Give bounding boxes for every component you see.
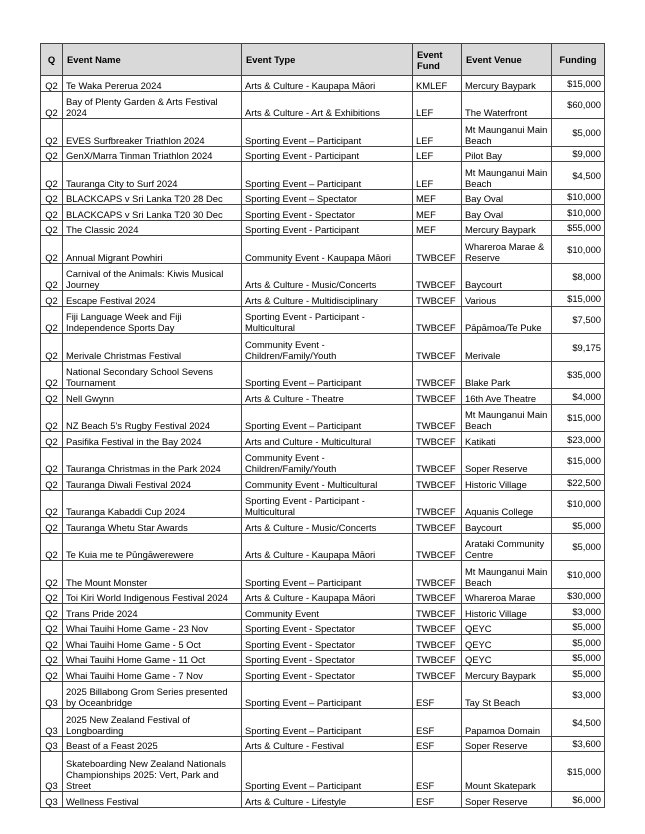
cell-event-type: Sporting Event – Participant (242, 681, 413, 709)
cell-event-type: Sporting Event - Spectator (242, 619, 413, 635)
cell-event-fund: MEF (413, 220, 462, 236)
cell-funding: $15,000 (552, 291, 605, 307)
cell-event-name: Nell Gwynn (63, 389, 242, 405)
cell-event-fund: TWBCEF (413, 588, 462, 604)
cell-event-type: Sporting Event – Spectator (242, 189, 413, 205)
cell-event-type: Community Event - Children/Family/Youth (242, 334, 413, 362)
cell-funding: $8,000 (552, 263, 605, 291)
table-row (41, 666, 605, 682)
cell-event-venue: Mount Skatepark (462, 752, 552, 792)
cell-event-name: 2025 Billabong Grom Series presented by Oceanbridge (63, 681, 242, 709)
table-row (41, 119, 605, 147)
header-event-name: Event Name (63, 44, 242, 76)
cell-quarter: Q2 (41, 220, 63, 236)
cell-event-fund: TWBCEF (413, 650, 462, 666)
cell-funding: $4,500 (552, 162, 605, 190)
cell-quarter: Q2 (41, 263, 63, 291)
cell-event-venue: Bay Oval (462, 189, 552, 205)
cell-event-venue: QEYC (462, 635, 552, 651)
cell-event-name: Pasifika Festival in the Bay 2024 (63, 432, 242, 448)
cell-funding: $15,000 (552, 752, 605, 792)
cell-event-venue: Merivale (462, 334, 552, 362)
cell-event-venue: Mt Maunganui Main Beach (462, 119, 552, 147)
cell-event-fund: TWBCEF (413, 475, 462, 491)
table-row (41, 361, 605, 389)
table-row (41, 752, 605, 792)
cell-quarter: Q2 (41, 650, 63, 666)
header-funding: Funding (552, 44, 605, 76)
cell-quarter: Q2 (41, 76, 63, 92)
cell-event-venue: Papamoa Domain (462, 709, 552, 737)
cell-event-venue: Whareroa Marae & Reserve (462, 236, 552, 264)
cell-quarter: Q2 (41, 604, 63, 620)
cell-event-name: Te Kuia me te Pūngāwerewere (63, 533, 242, 561)
cell-event-name: Bay of Plenty Garden & Arts Festival 2024 (63, 91, 242, 119)
table-row (41, 792, 605, 808)
cell-event-venue: Baycourt (462, 518, 552, 534)
cell-event-venue: Aquanis College (462, 490, 552, 518)
table-row (41, 189, 605, 205)
cell-funding: $5,000 (552, 619, 605, 635)
cell-event-fund: ESF (413, 709, 462, 737)
cell-quarter: Q3 (41, 752, 63, 792)
cell-event-fund: MEF (413, 189, 462, 205)
cell-event-fund: TWBCEF (413, 561, 462, 589)
cell-event-type: Community Event - Multicultural (242, 475, 413, 491)
table-row (41, 404, 605, 432)
header-event-type: Event Type (242, 44, 413, 76)
cell-quarter: Q2 (41, 447, 63, 475)
cell-quarter: Q3 (41, 709, 63, 737)
table-row (41, 306, 605, 334)
cell-event-venue: Arataki Community Centre (462, 533, 552, 561)
cell-event-type: Arts & Culture - Kaupapa Māori (242, 76, 413, 92)
cell-event-name: Trans Pride 2024 (63, 604, 242, 620)
cell-event-venue: Baycourt (462, 263, 552, 291)
cell-funding: $5,000 (552, 533, 605, 561)
cell-event-venue: Mt Maunganui Main Beach (462, 561, 552, 589)
cell-event-fund: TWBCEF (413, 447, 462, 475)
table-row (41, 561, 605, 589)
cell-funding: $10,000 (552, 236, 605, 264)
cell-event-venue: Bay Oval (462, 205, 552, 221)
cell-event-type: Sporting Event – Participant (242, 561, 413, 589)
cell-funding: $3,000 (552, 681, 605, 709)
cell-event-name: Escape Festival 2024 (63, 291, 242, 307)
cell-quarter: Q2 (41, 561, 63, 589)
cell-event-type: Arts & Culture - Music/Concerts (242, 518, 413, 534)
cell-funding: $5,000 (552, 518, 605, 534)
header-q: Q (41, 44, 63, 76)
cell-quarter: Q2 (41, 518, 63, 534)
cell-event-fund: TWBCEF (413, 635, 462, 651)
cell-event-venue: Soper Reserve (462, 736, 552, 752)
cell-event-venue: Soper Reserve (462, 792, 552, 808)
table-row (41, 432, 605, 448)
cell-funding: $23,000 (552, 432, 605, 448)
cell-event-fund: TWBCEF (413, 404, 462, 432)
cell-event-fund: TWBCEF (413, 432, 462, 448)
cell-event-name: Whai Tauihi Home Game - 11 Oct (63, 650, 242, 666)
header-event-venue: Event Venue (462, 44, 552, 76)
cell-funding: $4,000 (552, 389, 605, 405)
cell-quarter: Q2 (41, 666, 63, 682)
cell-event-name: Te Waka Pererua 2024 (63, 76, 242, 92)
cell-event-venue: Mercury Baypark (462, 666, 552, 682)
table-row (41, 650, 605, 666)
cell-event-name: Fiji Language Week and Fiji Independence Sports Day (63, 306, 242, 334)
cell-event-venue: The Waterfront (462, 91, 552, 119)
cell-quarter: Q3 (41, 792, 63, 808)
table-row (41, 236, 605, 264)
cell-quarter: Q2 (41, 361, 63, 389)
cell-funding: $10,000 (552, 189, 605, 205)
cell-funding: $10,000 (552, 561, 605, 589)
cell-event-fund: TWBCEF (413, 490, 462, 518)
cell-event-fund: TWBCEF (413, 604, 462, 620)
cell-event-name: NZ Beach 5's Rugby Festival 2024 (63, 404, 242, 432)
cell-funding: $5,000 (552, 666, 605, 682)
cell-event-venue: Mercury Baypark (462, 76, 552, 92)
cell-quarter: Q2 (41, 432, 63, 448)
cell-event-type: Sporting Event – Participant (242, 752, 413, 792)
cell-event-venue: Mercury Baypark (462, 220, 552, 236)
cell-event-name: The Classic 2024 (63, 220, 242, 236)
cell-event-fund: ESF (413, 752, 462, 792)
cell-event-type: Arts & Culture - Multidisciplinary (242, 291, 413, 307)
table-row (41, 220, 605, 236)
cell-funding: $10,000 (552, 490, 605, 518)
cell-funding: $3,000 (552, 604, 605, 620)
cell-quarter: Q2 (41, 162, 63, 190)
cell-event-type: Sporting Event - Spectator (242, 650, 413, 666)
cell-event-name: Tauranga City to Surf 2024 (63, 162, 242, 190)
table-row (41, 681, 605, 709)
cell-event-venue: Katikati (462, 432, 552, 448)
cell-event-venue: Historic Village (462, 604, 552, 620)
cell-event-fund: TWBCEF (413, 619, 462, 635)
cell-event-type: Arts & Culture - Theatre (242, 389, 413, 405)
cell-quarter: Q2 (41, 306, 63, 334)
cell-funding: $7,500 (552, 306, 605, 334)
cell-quarter: Q2 (41, 189, 63, 205)
cell-event-fund: TWBCEF (413, 263, 462, 291)
table-row (41, 146, 605, 162)
cell-quarter: Q2 (41, 119, 63, 147)
cell-event-type: Arts & Culture - Kaupapa Māori (242, 533, 413, 561)
table-row (41, 291, 605, 307)
cell-event-type: Arts & Culture - Music/Concerts (242, 263, 413, 291)
table-row (41, 604, 605, 620)
cell-event-fund: TWBCEF (413, 533, 462, 561)
cell-quarter: Q2 (41, 533, 63, 561)
cell-funding: $55,000 (552, 220, 605, 236)
cell-event-type: Arts & Culture - Art & Exhibitions (242, 91, 413, 119)
cell-quarter: Q2 (41, 404, 63, 432)
cell-event-type: Sporting Event – Participant (242, 404, 413, 432)
cell-event-type: Sporting Event – Participant (242, 709, 413, 737)
cell-event-name: Skateboarding New Zealand Nationals Championships 2025: Vert, Park and Street (63, 752, 242, 792)
cell-event-venue: Blake Park (462, 361, 552, 389)
cell-event-venue: Various (462, 291, 552, 307)
cell-event-type: Arts & Culture - Lifestyle (242, 792, 413, 808)
cell-event-fund: TWBCEF (413, 334, 462, 362)
cell-funding: $9,175 (552, 334, 605, 362)
cell-event-name: GenX/Marra Tinman Triathlon 2024 (63, 146, 242, 162)
table-row (41, 76, 605, 92)
table-row (41, 533, 605, 561)
table-row (41, 162, 605, 190)
cell-event-name: BLACKCAPS v Sri Lanka T20 28 Dec (63, 189, 242, 205)
cell-event-type: Sporting Event - Spectator (242, 635, 413, 651)
cell-event-venue: Historic Village (462, 475, 552, 491)
cell-event-fund: TWBCEF (413, 236, 462, 264)
cell-event-name: Carnival of the Animals: Kiwis Musical Journey (63, 263, 242, 291)
cell-quarter: Q2 (41, 91, 63, 119)
cell-event-type: Arts & Culture - Kaupapa Māori (242, 588, 413, 604)
cell-event-type: Sporting Event - Participant (242, 220, 413, 236)
cell-quarter: Q2 (41, 588, 63, 604)
cell-event-name: Tauranga Whetu Star Awards (63, 518, 242, 534)
cell-event-fund: MEF (413, 205, 462, 221)
cell-event-name: Tauranga Diwali Festival 2024 (63, 475, 242, 491)
cell-event-type: Sporting Event - Spectator (242, 666, 413, 682)
table-row (41, 588, 605, 604)
cell-event-name: Annual Migrant Powhiri (63, 236, 242, 264)
cell-event-fund: KMLEF (413, 76, 462, 92)
table-row (41, 518, 605, 534)
cell-event-type: Sporting Event - Participant - Multicultural (242, 306, 413, 334)
cell-funding: $3,600 (552, 736, 605, 752)
cell-event-venue: 16th Ave Theatre (462, 389, 552, 405)
event-funding-table (40, 43, 605, 808)
cell-quarter: Q3 (41, 736, 63, 752)
cell-event-name: The Mount Monster (63, 561, 242, 589)
cell-event-fund: TWBCEF (413, 361, 462, 389)
table-row (41, 619, 605, 635)
table-row (41, 447, 605, 475)
cell-event-type: Sporting Event - Spectator (242, 205, 413, 221)
cell-funding: $30,000 (552, 588, 605, 604)
cell-funding: $15,000 (552, 76, 605, 92)
cell-funding: $5,000 (552, 650, 605, 666)
cell-event-venue: Whareroa Marae (462, 588, 552, 604)
table-row (41, 736, 605, 752)
cell-quarter: Q2 (41, 146, 63, 162)
cell-funding: $35,000 (552, 361, 605, 389)
cell-event-type: Community Event - Kaupapa Māori (242, 236, 413, 264)
cell-event-name: BLACKCAPS v Sri Lanka T20 30 Dec (63, 205, 242, 221)
table-row (41, 635, 605, 651)
table-row (41, 263, 605, 291)
cell-event-fund: TWBCEF (413, 518, 462, 534)
cell-event-name: Tauranga Christmas in the Park 2024 (63, 447, 242, 475)
cell-event-venue: Pilot Bay (462, 146, 552, 162)
cell-event-fund: TWBCEF (413, 389, 462, 405)
cell-event-type: Sporting Event – Participant (242, 361, 413, 389)
cell-event-fund: ESF (413, 736, 462, 752)
cell-event-type: Arts and Culture - Multicultural (242, 432, 413, 448)
cell-event-venue: QEYC (462, 619, 552, 635)
cell-event-name: Merivale Christmas Festival (63, 334, 242, 362)
table-row (41, 205, 605, 221)
cell-event-fund: LEF (413, 91, 462, 119)
document-page (40, 43, 604, 808)
cell-funding: $60,000 (552, 91, 605, 119)
cell-event-fund: ESF (413, 681, 462, 709)
cell-event-type: Community Event (242, 604, 413, 620)
cell-funding: $5,000 (552, 119, 605, 147)
cell-event-fund: ESF (413, 792, 462, 808)
cell-event-venue: QEYC (462, 650, 552, 666)
cell-event-type: Arts & Culture - Festival (242, 736, 413, 752)
cell-event-name: Wellness Festival (63, 792, 242, 808)
table-row (41, 709, 605, 737)
cell-event-name: Toi Kiri World Indigenous Festival 2024 (63, 588, 242, 604)
cell-event-venue: Mt Maunganui Main Beach (462, 162, 552, 190)
cell-event-name: Whai Tauihi Home Game - 5 Oct (63, 635, 242, 651)
cell-funding: $22,500 (552, 475, 605, 491)
cell-funding: $15,000 (552, 447, 605, 475)
table-row (41, 475, 605, 491)
cell-event-type: Sporting Event - Participant (242, 146, 413, 162)
cell-event-venue: Tay St Beach (462, 681, 552, 709)
cell-event-fund: TWBCEF (413, 306, 462, 334)
cell-quarter: Q2 (41, 205, 63, 221)
cell-funding: $6,000 (552, 792, 605, 808)
cell-quarter: Q2 (41, 635, 63, 651)
cell-event-name: Beast of a Feast 2025 (63, 736, 242, 752)
cell-quarter: Q2 (41, 236, 63, 264)
cell-funding: $10,000 (552, 205, 605, 221)
cell-event-type: Sporting Event - Participant - Multicultural (242, 490, 413, 518)
cell-funding: $5,000 (552, 635, 605, 651)
cell-event-fund: LEF (413, 146, 462, 162)
cell-quarter: Q2 (41, 389, 63, 405)
cell-event-name: 2025 New Zealand Festival of Longboarding (63, 709, 242, 737)
cell-event-type: Sporting Event – Participant (242, 119, 413, 147)
cell-event-fund: LEF (413, 119, 462, 147)
cell-event-name: Whai Tauihi Home Game - 23 Nov (63, 619, 242, 635)
cell-event-type: Community Event - Children/Family/Youth (242, 447, 413, 475)
cell-event-venue: Pāpāmoa/Te Puke (462, 306, 552, 334)
header-row (41, 44, 605, 76)
table-row (41, 490, 605, 518)
table-body (41, 76, 605, 808)
cell-event-fund: LEF (413, 162, 462, 190)
cell-event-name: Tauranga Kabaddi Cup 2024 (63, 490, 242, 518)
table-row (41, 334, 605, 362)
cell-event-venue: Mt Maunganui Main Beach (462, 404, 552, 432)
table-row (41, 91, 605, 119)
cell-funding: $4,500 (552, 709, 605, 737)
cell-quarter: Q2 (41, 291, 63, 307)
cell-event-name: Whai Tauihi Home Game - 7 Nov (63, 666, 242, 682)
cell-funding: $15,000 (552, 404, 605, 432)
cell-event-fund: TWBCEF (413, 666, 462, 682)
cell-quarter: Q2 (41, 619, 63, 635)
cell-event-venue: Soper Reserve (462, 447, 552, 475)
cell-event-type: Sporting Event – Participant (242, 162, 413, 190)
cell-quarter: Q2 (41, 475, 63, 491)
header-event-fund: Event Fund (413, 44, 462, 76)
cell-funding: $9,000 (552, 146, 605, 162)
cell-event-name: National Secondary School Sevens Tournament (63, 361, 242, 389)
table-row (41, 389, 605, 405)
cell-quarter: Q2 (41, 490, 63, 518)
cell-quarter: Q3 (41, 681, 63, 709)
cell-quarter: Q2 (41, 334, 63, 362)
cell-event-fund: TWBCEF (413, 291, 462, 307)
cell-event-name: EVES Surfbreaker Triathlon 2024 (63, 119, 242, 147)
